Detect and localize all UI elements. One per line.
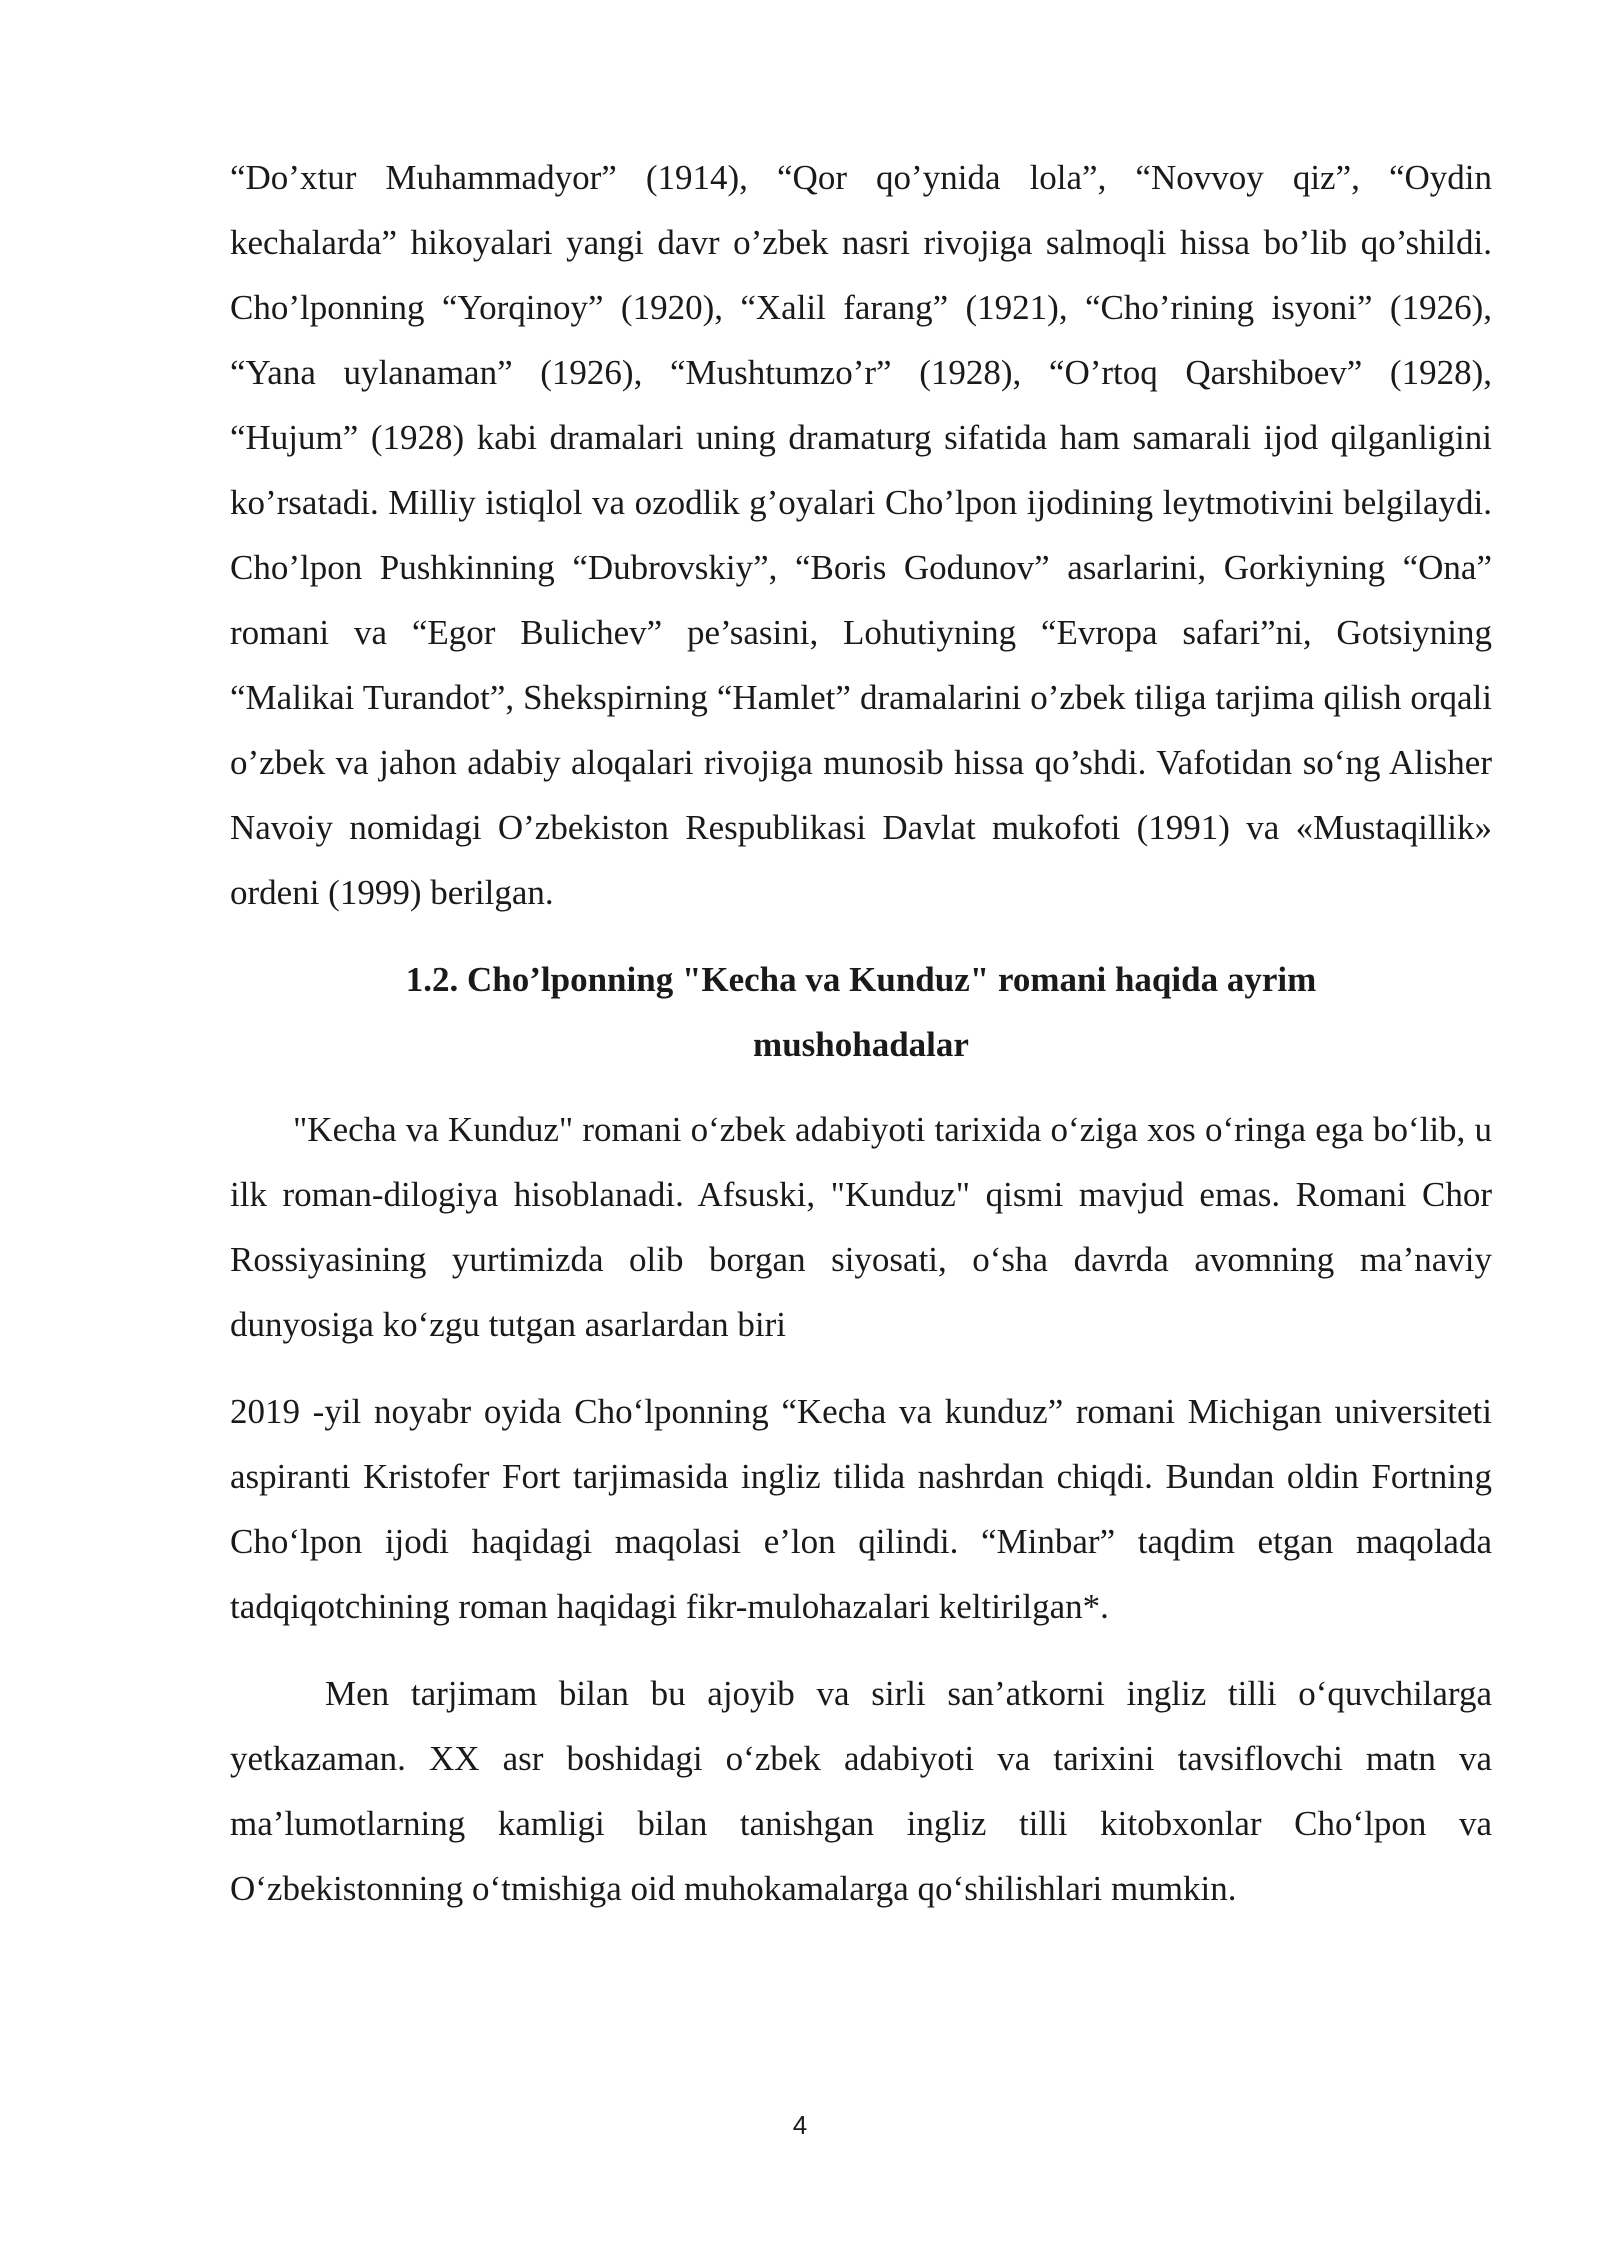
body-paragraph: "Kecha va Kunduz" romani oʻzbek adabiyoti tarixida oʻziga xos oʻringa ega boʻlib, u ilk roman-dilogiya hisoblanadi. Afsuski, "Kunduz" qismi mavjud emas. Romani Chor Rossiyasining yurtimizda olib borgan siyosati, oʻsha davrda avomning ma’naviy dunyosiga koʻzgu tutgan asarlardan biri (230, 1110, 1492, 1344)
page-content (230, 145, 1492, 1921)
body-paragraph: “Do’xtur Muhammadyor” (1914), “Qor qo’ynida lola”, “Novvoy qiz”, “Oydin kechalarda” hikoyalari yangi davr o’zbek nasri rivojiga salmoqli hissa bo’lib qo’shildi. Cho’lponning “Yorqinoy” (1920), “Xalil farang” (1921), “Cho’rining isyoni” (1926), “Yana uylanaman” (1926), “Mushtumzo’r” (1928), “O’rtoq Qarshiboev” (1928), “Hujum” (1928) kabi dramalari uning dramaturg sifatida ham samarali ijod qilganligini ko’rsatadi. Milliy istiqlol va ozodlik g’oyalari Cho’lpon ijodining leytmotivini belgilaydi. Cho’lpon Pushkinning “Dubrovskiy”, “Boris Godunov” asarlarini, Gorkiyning “Ona” romani va “Egor Bulichev” pe’sasini, Lohutiyning “Evropa safari”ni, Gotsiyning “Malikai Turandot”, Shekspirning “Hamlet” dramalarini o’zbek tiliga tarjima qilish orqali o’zbek va jahon adabiy aloqalari rivojiga munosib hissa qo’shdi. Vafotidan soʻng Alisher Navoiy nomidagi O’zbekiston Respublikasi Davlat mukofoti (1991) va «Mustaqillik» ordeni (1999) berilgan. (230, 158, 1492, 912)
body-paragraph: Men tarjimam bilan bu ajoyib va sirli san’atkorni ingliz tilli oʻquvchilarga yetkazaman. XX asr boshidagi oʻzbek adabiyoti va tarixini tavsiflovchi matn va ma’lumotlarning kamligi bilan tanishgan ingliz tilli kitobxonlar Choʻlpon va Oʻzbekistonning oʻtmishiga oid muhokamalarga qoʻshilishlari mumkin. (230, 1674, 1492, 1908)
body-paragraph: 2019 -yil noyabr oyida Choʻlponning “Kecha va kunduz” romani Michigan universiteti aspiranti Kristofer Fort tarjimasida ingliz tilida nashrdan chiqdi. Bundan oldin Fortning Choʻlpon ijodi haqidagi maqolasi e’lon qilindi. “Minbar” taqdim etgan maqolada tadqiqotchining roman haqidagi fikr-mulohazalari keltirilgan*. (230, 1392, 1492, 1626)
section-heading: 1.2. Cho’lponning "Kecha va Kunduz" romani haqida ayrim mushohadalar (405, 960, 1317, 1064)
page-number: 4 (792, 2110, 808, 2140)
